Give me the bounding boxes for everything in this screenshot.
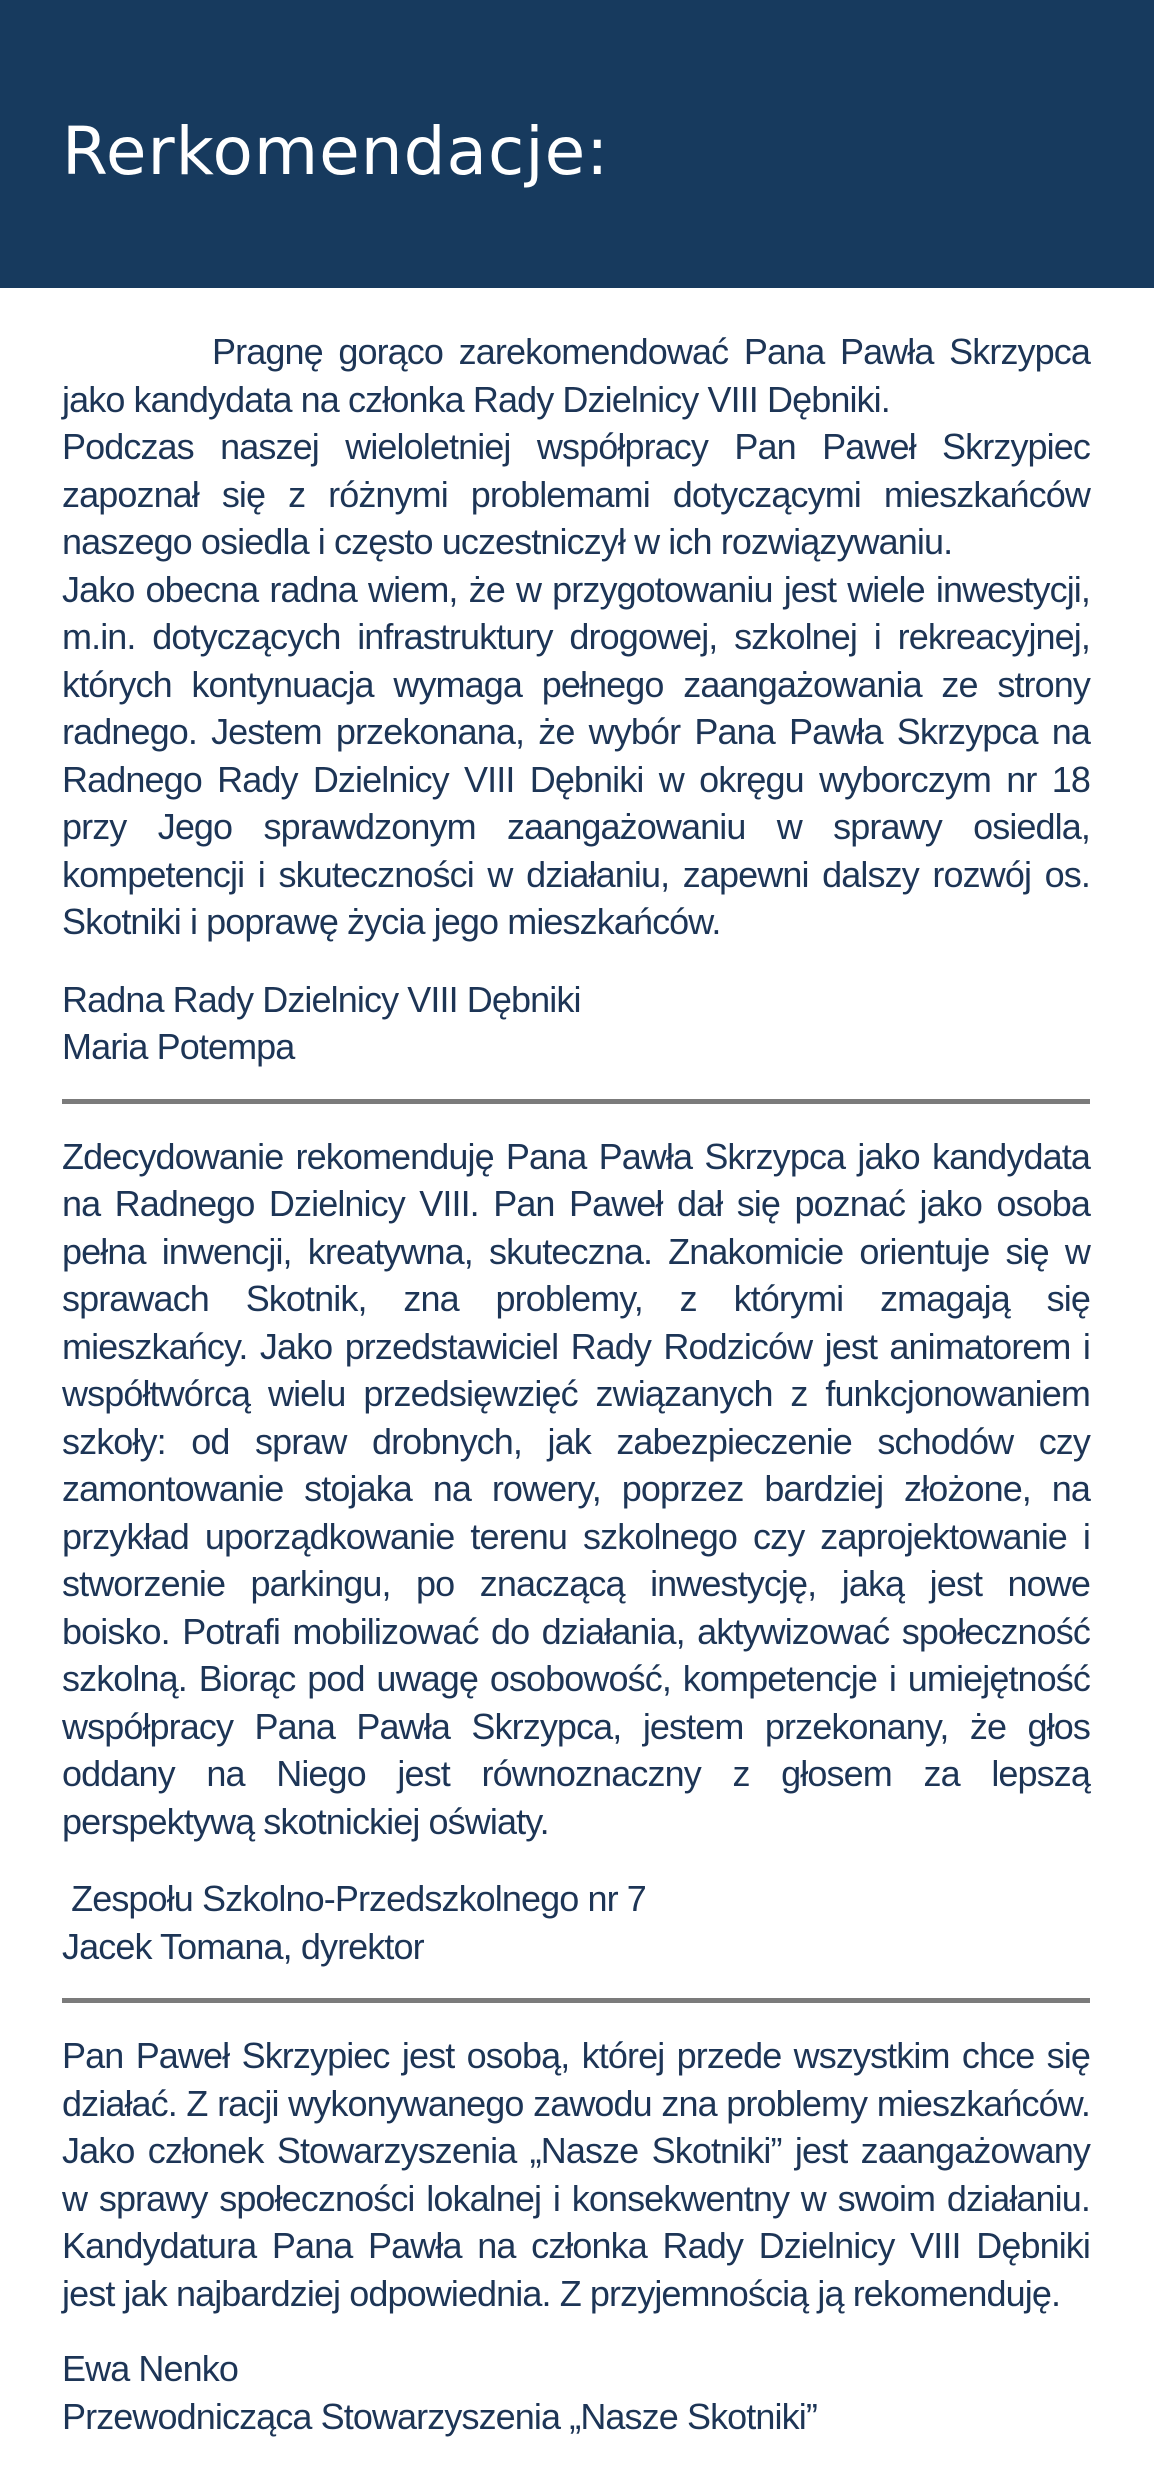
page-title: Rerkomendacje:: [62, 113, 610, 190]
recommendation-1-paragraph-2: Podczas naszej wieloletniej współpracy Pan Paweł Skrzypiec zapoznał się z różnymi problemami dotyczącymi mieszkańców naszego osiedla i często uczestniczył w ich rozwiązywaniu.: [62, 426, 1090, 562]
section-divider: [62, 1998, 1090, 2003]
signature-name: Ewa Nenko: [62, 2348, 238, 2389]
recommendation-1-paragraph-3: Jako obecna radna wiem, że w przygotowaniu jest wiele inwestycji, m.in. dotyczących infrastruktury drogowej, szkolnej i rekreacyjnej, których kontynuacja wymaga pełnego zaangażowania ze strony radnego. Jestem przekonana, że wybór Pana Pawła Skrzypca na Radnego Rady Dzielnicy VIII Dębniki w okręgu wyborczym nr 18 przy Jego sprawdzonym zaangażowaniu w sprawy osiedla, kompetencji i skuteczności w działaniu, zapewni dalszy rozwój os. Skotniki i poprawę życia jego mieszkańców.: [62, 568, 1090, 942]
recommendation-3: [62, 2032, 1090, 2440]
recommendation-2-signature: [62, 1875, 1090, 1970]
recommendation-2: [62, 1133, 1090, 1971]
recommendation-1: [62, 328, 1090, 1071]
signature-name: Jacek Tomana, dyrektor: [62, 1925, 424, 1967]
signature-role: Zespołu Szkolno-Przedszkolnego nr 7: [62, 1878, 646, 1919]
recommendation-1-paragraph-1: Pragnę gorąco zarekomendować Pana Pawła Skrzypca jako kandydata na członka Rady Dzielnicy VIII Dębniki.: [62, 331, 1090, 420]
recommendation-1-signature: [62, 976, 1090, 1071]
recommendation-2-paragraph: Zdecydowanie rekomenduję Pana Pawła Skrzypca jako kandydata na Radnego Dzielnicy VIII. Pan Paweł dał się poznać jako osoba pełna inwencji, kreatywna, skuteczna. Znakomicie orientuje się w sprawach Skotnik, zna problemy, z którymi zmagają się mieszkańcy. Jako przedstawiciel Rady Rodziców jest animatorem i współtwórcą wielu przedsięwzięć związanych z funkcjonowaniem szkoły: od spraw drobnych, jak zabezpieczenie schodów czy zamontowanie stojaka na rowery, poprzez bardziej złożone, na przykład uporządkowanie terenu szkolnego czy zaprojektowanie i stworzenie parkingu, po znaczącą inwestycję, jaką jest nowe boisko. Potrafi mobilizować do działania, aktywizować społeczność szkolną. Biorąc pod uwagę osobowość, kompetencje i umiejętność współpracy Pana Pawła Skrzypca, jestem przekonany, że głos oddany na Niego jest równoznaczny z głosem za lepszą perspektywą skotnickiej oświaty.: [62, 1135, 1090, 1842]
signature-name: Maria Potempa: [62, 1026, 295, 1067]
recommendations-content: [62, 328, 1090, 2440]
section-divider: [62, 1099, 1090, 1104]
signature-role: Radna Rady Dzielnicy VIII Dębniki: [62, 978, 581, 1020]
recommendation-3-paragraph: Pan Paweł Skrzypiec jest osobą, której przede wszystkim chce się działać. Z racji wykonywanego zawodu zna problemy mieszkańców. Jako członek Stowarzyszenia „Nasze Skotniki” jest zaangażowany w sprawy społeczności lokalnej i konsekwentny w swoim działaniu. Kandydatura Pana Pawła na członka Rady Dzielnicy VIII Dębniki jest jak najbardziej odpowiednia. Z przyjemnością ją rekomenduję.: [62, 2035, 1090, 2314]
signature-role: Przewodnicząca Stowarzyszenia „Nasze Skotniki”: [62, 2395, 817, 2437]
header-banner: [0, 0, 1154, 288]
recommendation-3-signature: [62, 2345, 1090, 2440]
